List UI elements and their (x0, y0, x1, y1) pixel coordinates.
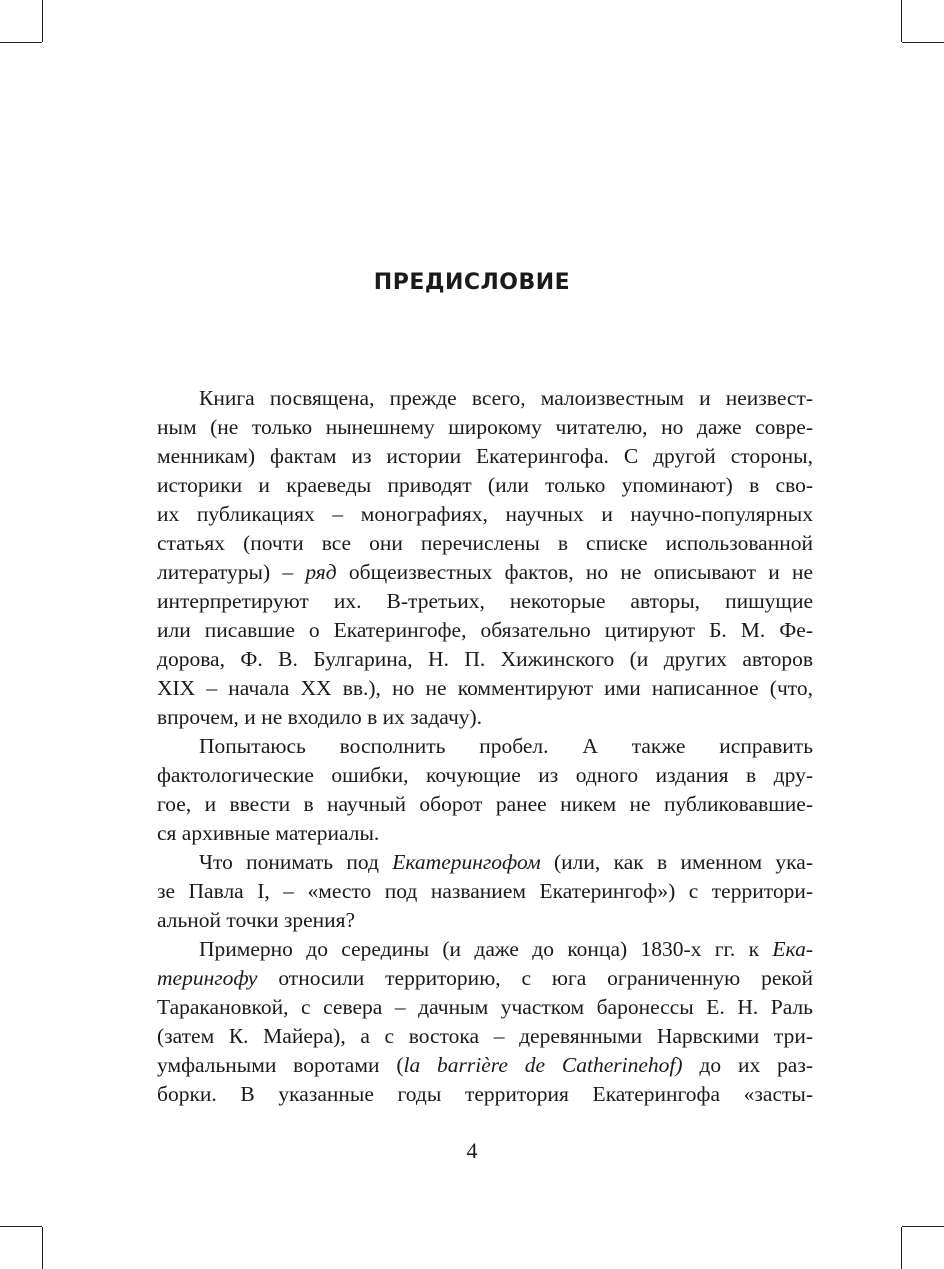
text-line: литературы) – ряд общеизвестных фактов, но не описывают и не (157, 560, 813, 584)
text-line: Таракановкой, с севера – дачным участком баронессы Е. Н. Раль (157, 995, 813, 1019)
text-line: дорова, Ф. В. Булгарина, Н. П. Хижинского (и других авторов (157, 647, 813, 671)
text-line: историки и краеведы приводят (или только упоминают) в сво- (157, 473, 813, 497)
text-line: умфальными воротами (la barrière de Catherinehof) до их раз- (157, 1053, 813, 1077)
text-line: зе Павла I, – «место под названием Екатерингоф») с территори- (157, 879, 813, 903)
crop-mark-bottom-right-h (902, 1226, 944, 1227)
text-line: альной точки зрения? (157, 908, 356, 932)
text-line: фактологические ошибки, кочующие из одного издания в дру- (157, 763, 813, 787)
page-number: 4 (466, 1138, 478, 1163)
text-line: интерпретируют их. В-третьих, некоторые авторы, пишущие (157, 589, 813, 613)
text-line: Попытаюсь восполнить пробел. А также исправить (199, 734, 813, 758)
text-line: Книга посвящена, прежде всего, малоизвестным и неизвест- (199, 386, 813, 410)
text-line: Примерно до середины (и даже до конца) 1830-х гг. к Ека- (199, 937, 813, 961)
crop-mark-top-right-h (902, 42, 944, 43)
text-line: менникам) фактам из истории Екатерингофа. С другой стороны, (157, 444, 813, 468)
text-line: терингофу относили территорию, с юга ограниченную рекой (157, 966, 813, 990)
text-line: борки. В указанные годы территория Екатерингофа «засты- (157, 1082, 813, 1106)
text-line: (затем К. Майера), а с востока – деревянными Нарвскими три- (157, 1024, 813, 1048)
crop-mark-top-left-h (0, 42, 42, 43)
page-title: ПРЕДИСЛОВИЕ (373, 270, 571, 295)
crop-mark-bottom-right-v (901, 1227, 902, 1269)
body-text (157, 384, 813, 1109)
crop-mark-top-right-v (901, 0, 902, 42)
text-line: XIX – начала XX вв.), но не комментируют ими написанное (что, (157, 676, 813, 700)
text-line: ся архивные материалы. (157, 821, 380, 845)
text-line: их публикациях – монографиях, научных и научно-популярных (157, 502, 813, 526)
text-line: ным (не только нынешнему широкому читателю, но даже совре- (157, 415, 813, 439)
crop-mark-bottom-left-h (0, 1226, 42, 1227)
text-line: гое, и ввести в научный оборот ранее никем не публиковавшие- (157, 792, 813, 816)
text-line: Что понимать под Екатерингофом (или, как в именном ука- (199, 850, 813, 874)
crop-mark-bottom-left-v (42, 1227, 43, 1269)
crop-mark-top-left-v (42, 0, 43, 42)
text-line: впрочем, и не входило в их задачу). (157, 705, 483, 729)
text-line: или писавшие о Екатерингофе, обязательно цитируют Б. М. Фе- (157, 618, 813, 642)
text-line: статьях (почти все они перечислены в списке использованной (157, 531, 813, 555)
